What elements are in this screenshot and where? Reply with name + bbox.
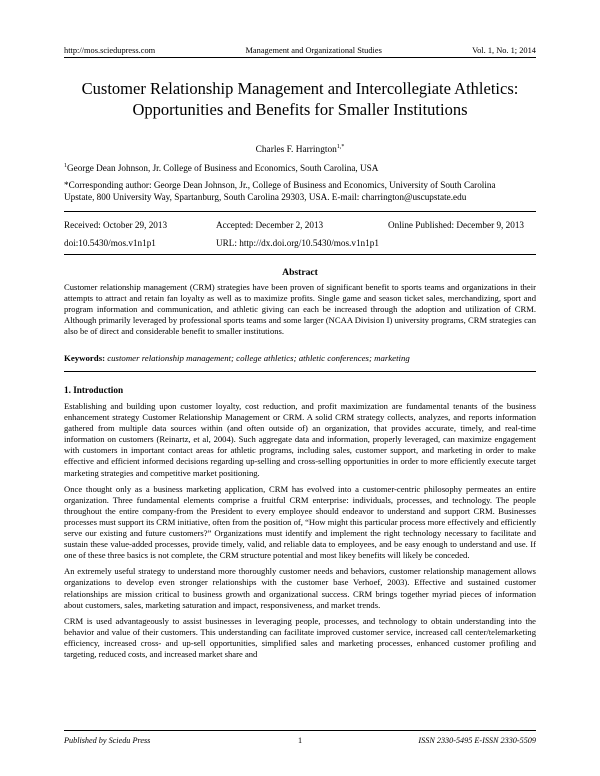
corresponding-line-2[interactable]: Upstate, 800 University Way, Spartanburg, South Carolina 29303, USA. E-mail: charrington@uscupstate.edu <box>64 192 467 202</box>
keywords-rule <box>64 371 536 372</box>
published-date: Online Published: December 9, 2013 <box>388 220 525 230</box>
corresponding-line-1: *Corresponding author: George Dean Johnson, Jr., College of Business and Economics, University of South Carolina <box>64 180 496 190</box>
publisher: Published by Sciedu Press <box>64 736 151 745</box>
abstract-text: Customer relationship management (CRM) strategies have been proven of significant benefit to sports teams and organizations in their attempts to attract and retain fan loyalty as well as to maximize profits. Single game and season ticket sales, merchandizing, sport and program information and communication, and athletic giving can each be increased through the adoption and utilization of CRM. Although primarily leveraged by professional sports teams and some larger (NCAA Division I) university programs, CRM strategies can also be of direct and considerable benefit to smaller institutions. <box>64 282 536 337</box>
volume-info: Vol. 1, No. 1; 2014 <box>472 46 536 55</box>
footer-rule <box>64 730 536 731</box>
doi-row <box>64 238 536 248</box>
title-line-1: Customer Relationship Management and Intercollegiate Athletics: <box>81 79 519 98</box>
corresponding-author <box>64 179 540 203</box>
doi-text[interactable]: doi:10.5430/mos.v1n1p1 <box>64 238 156 248</box>
journal-name: Management and Organizational Studies <box>245 46 382 55</box>
author-mark: 1,* <box>336 144 345 150</box>
paper-title <box>64 78 536 120</box>
header-rule <box>64 57 536 58</box>
page-number: 1 <box>297 736 303 745</box>
abstract-heading: Abstract <box>282 267 318 278</box>
paragraph: CRM is used advantageously to assist businesses in leveraging people, processes, and technology to obtain understanding into the behavior and value of their customers. This understanding can facilitate improved customer service, increased call center/telemarketing efficiency, increased cross- and up-sell opportunities, simplified sales and marketing processes, enhanced customer profiling and targeting, reduced costs, and increased market share and <box>64 615 536 659</box>
paragraph: An extremely useful strategy to understand more thoroughly customer needs and behaviors, customer relationship management allows organizations to develop even stronger relationships with the customer base Verhoef, 2003). Effective and sustained customer relationships are mission critical to business growth and organizational success. CRM brings together myriad pieces of information about customers, sales, marketing saturation and impact, responsiveness, and market trends. <box>64 566 536 610</box>
keywords-text: customer relationship management; college athletics; athletic conferences; marketing <box>107 353 410 363</box>
affiliation-mark: 1 <box>64 163 67 169</box>
keywords-label: Keywords: <box>64 353 106 363</box>
doi-url[interactable]: URL: http://dx.doi.org/10.5430/mos.v1n1p1 <box>216 238 379 248</box>
accepted-date: Accepted: December 2, 2013 <box>216 220 324 230</box>
meta-rule-top <box>64 211 536 212</box>
body-text <box>64 401 536 665</box>
affiliation-text: George Dean Johnson, Jr. College of Business and Economics, South Carolina, USA <box>67 163 379 174</box>
meta-rule-bottom <box>64 254 536 255</box>
keywords-row <box>64 353 536 363</box>
author-line <box>64 144 536 155</box>
journal-url[interactable]: http://mos.sciedupress.com <box>64 46 156 55</box>
running-header <box>64 46 536 55</box>
affiliation <box>64 160 540 174</box>
received-date: Received: October 29, 2013 <box>64 220 168 230</box>
author-name: Charles F. Harrington <box>255 145 337 156</box>
paragraph: Establishing and building upon customer loyalty, cost reduction, and profit maximization are fundamental tenants of the business enhancement strategy Customer Relationship Management or CRM. A solid CRM strategy collects, analyzes, and reports information gathered from multiple data sources within (and often outside of) an organization, that provides accurate, timely, and real-time information on customers (Reinartz, et al, 2004). Such aggregate data and information, properly leveraged, can maximize engagement with customers in important contact areas for athletic programs, including sales, customer support, and marketing in order to make effective and efficient informed decisions regarding up-selling and cross-selling opportunities in order to more efficiently execute target marketing strategies and competitive market positioning. <box>64 401 536 478</box>
section-heading: 1. Introduction <box>64 385 124 395</box>
issn: ISSN 2330-5495 E-ISSN 2330-5509 <box>418 736 536 745</box>
paragraph: Once thought only as a business marketing application, CRM has evolved into a customer-centric philosophy permeates an entire organization. Three fundamental elements comprise a fruitful CRM enterprise: individuals, processes, and technology. The people throughout the entire company-from the President to every employee should endeavor to understand and support CRM. Businesses processes must support its CRM initiative, often from the position of, “How might this particular process more effectively and efficiently serve our existing and future customers?” Organizations must identify and implement the right technology necessary to facilitate and sustain these value-added processes, provide timely, valid, and reliable data to employees, and be easy enough to understand and use. If one of these three basics is not complete, the CRM structure potential and most likey benefits will likely be conceded. <box>64 483 536 561</box>
title-line-2: Opportunities and Benefits for Smaller Institutions <box>132 100 468 119</box>
